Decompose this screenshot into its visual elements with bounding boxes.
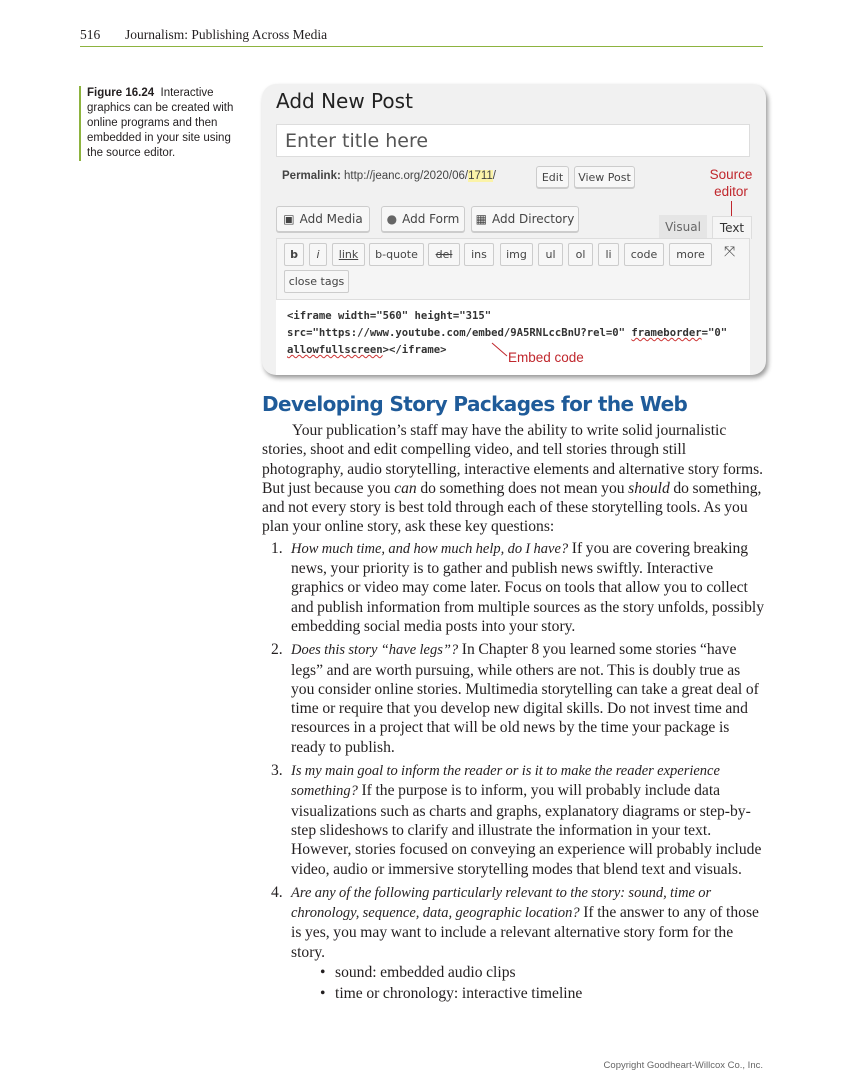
bullet-item: • sound: embedded audio clips: [320, 963, 765, 982]
view-post-button[interactable]: View Post: [574, 166, 635, 188]
tab-visual[interactable]: Visual: [659, 215, 707, 239]
bullet-list: [291, 963, 765, 1004]
code-line: ></iframe>: [382, 344, 447, 356]
page-number: 516: [80, 27, 101, 42]
fullscreen-icon[interactable]: ⤧: [724, 244, 736, 260]
answer: In Chapter 8 you learned some stories “have legs” and are worth pursuing, while others are not. This is doubly true as you consider online stories. Multimedia storytelling can take a great deal of time or require that you develop new digital skills. Do not invest time and resources in a project that will be old news by the time your package is ready to publish.: [291, 641, 759, 756]
question: Does this story “have legs”?: [291, 642, 459, 659]
code-line: <iframe width="560" height="315": [287, 310, 492, 322]
permalink-label: Permalink:: [282, 170, 341, 182]
emphasis: should: [628, 479, 670, 497]
embed-code-callout: Embed code: [508, 350, 584, 365]
questions-list: [262, 539, 765, 1004]
code-line: ="0": [701, 327, 728, 339]
list-number: 4.: [271, 883, 283, 901]
list-item: [262, 761, 765, 879]
edit-button[interactable]: Edit: [536, 166, 569, 188]
quicktag-del[interactable]: del: [428, 243, 460, 266]
question: Are any of the following particularly relevant to the story: sound, time or chronology, sequence, data, geographic location?: [291, 884, 712, 922]
list-number: 1.: [271, 539, 283, 557]
media-icon: ▣: [283, 212, 295, 226]
figure-caption: [79, 86, 247, 161]
add-media-button[interactable]: [276, 206, 370, 232]
directory-icon: ▦: [475, 212, 487, 226]
running-header: [80, 27, 763, 47]
quicktag-img[interactable]: img: [500, 243, 533, 266]
add-form-label: Add Form: [402, 212, 460, 226]
list-number: 2.: [271, 641, 283, 659]
quicktag-ul[interactable]: ul: [538, 243, 563, 266]
caption-text: Interactive graphics can be created with online programs and then embedded in your site using the source editor.: [87, 87, 234, 159]
source-editor-callout: Source editor: [709, 167, 753, 199]
copyright: Copyright Goodheart-Willcox Co., Inc.: [603, 1060, 763, 1071]
book-title: Journalism: Publishing Across Media: [125, 27, 328, 42]
list-item: [262, 640, 765, 757]
callout-line: [731, 201, 732, 216]
emphasis: can: [394, 479, 417, 497]
add-directory-button[interactable]: [471, 206, 579, 232]
editor-title: Add New Post: [276, 89, 413, 113]
text: do something, and not every story is best told through each of these storytelling tools. As you plan your online story, ask these key questions:: [262, 479, 762, 536]
post-title-input[interactable]: Enter title here: [276, 124, 750, 157]
code-spell-error: allowfullscreen: [287, 344, 383, 356]
text: Your publication’s staff may have the ability to write solid journalistic stories, shoot and edit compelling video, and tell stories through still photography, audio storytelling, interactive elements and alternative story forms. But just because you: [262, 422, 764, 497]
quicktag-b[interactable]: b: [284, 243, 304, 266]
quicktag-b-quote[interactable]: b-quote: [369, 243, 424, 266]
question: Is my main goal to inform the reader or is it to make the reader experience something?: [291, 763, 720, 800]
list-number: 3.: [271, 762, 283, 780]
quicktag-ol[interactable]: ol: [568, 243, 593, 266]
close-tags-button[interactable]: close tags: [284, 270, 349, 293]
figure-label: Figure 16.24: [87, 87, 155, 99]
permalink-slug: 1711: [468, 170, 493, 182]
add-media-label: Add Media: [299, 212, 363, 226]
wordpress-editor-screenshot: [262, 84, 766, 375]
text: do something does not mean you: [416, 479, 629, 497]
code-spell-error: frameborder: [631, 327, 702, 339]
intro-paragraph: [262, 421, 765, 537]
list-item: [262, 883, 765, 1004]
answer: If the answer to any of those is yes, you may want to include a relevant alternative story form for the story.: [291, 904, 759, 961]
tab-text[interactable]: Text: [712, 216, 752, 239]
body-text: [262, 421, 765, 1008]
answer: If you are covering breaking news, your priority is to gather and publish news swiftly. Interactive graphics or video may come later. Focus on tools that allow you to collect and publish information from multiple sources as the story unfolds, possibly embedding social media posts into your story.: [291, 539, 764, 635]
section-heading: Developing Story Packages for the Web: [262, 392, 688, 416]
add-form-button[interactable]: [381, 206, 465, 232]
quicktag-link[interactable]: link: [332, 243, 365, 266]
quicktag-more[interactable]: more: [669, 243, 712, 266]
add-directory-label: Add Directory: [491, 212, 575, 226]
answer: If the purpose is to inform, you will probably include data visualizations such as charts and graphs, explanatory diagrams or step-by-step slideshows to clarify and illustrate the information in your text. However, stories focused on conveying an experience will probably include video, audio or immersive storytelling modes that blend text and visuals.: [291, 782, 762, 878]
permalink-url[interactable]: http://jeanc.org/2020/06/: [344, 170, 469, 182]
bullet-item: • time or chronology: interactive timeline: [320, 984, 765, 1003]
embed-callout-line: [490, 342, 510, 358]
form-icon: ●: [386, 212, 398, 226]
permalink-end: /: [492, 170, 496, 182]
quicktag-li[interactable]: li: [598, 243, 619, 266]
quicktag-i[interactable]: i: [309, 243, 327, 266]
quicktag-ins[interactable]: ins: [464, 243, 494, 266]
list-item: [262, 539, 765, 636]
code-line: src="https://www.youtube.com/embed/9A5RNLccBnU?rel=0": [287, 327, 632, 339]
question: How much time, and how much help, do I have?: [291, 540, 569, 557]
quicktag-code[interactable]: code: [624, 243, 664, 266]
permalink: [282, 170, 496, 182]
